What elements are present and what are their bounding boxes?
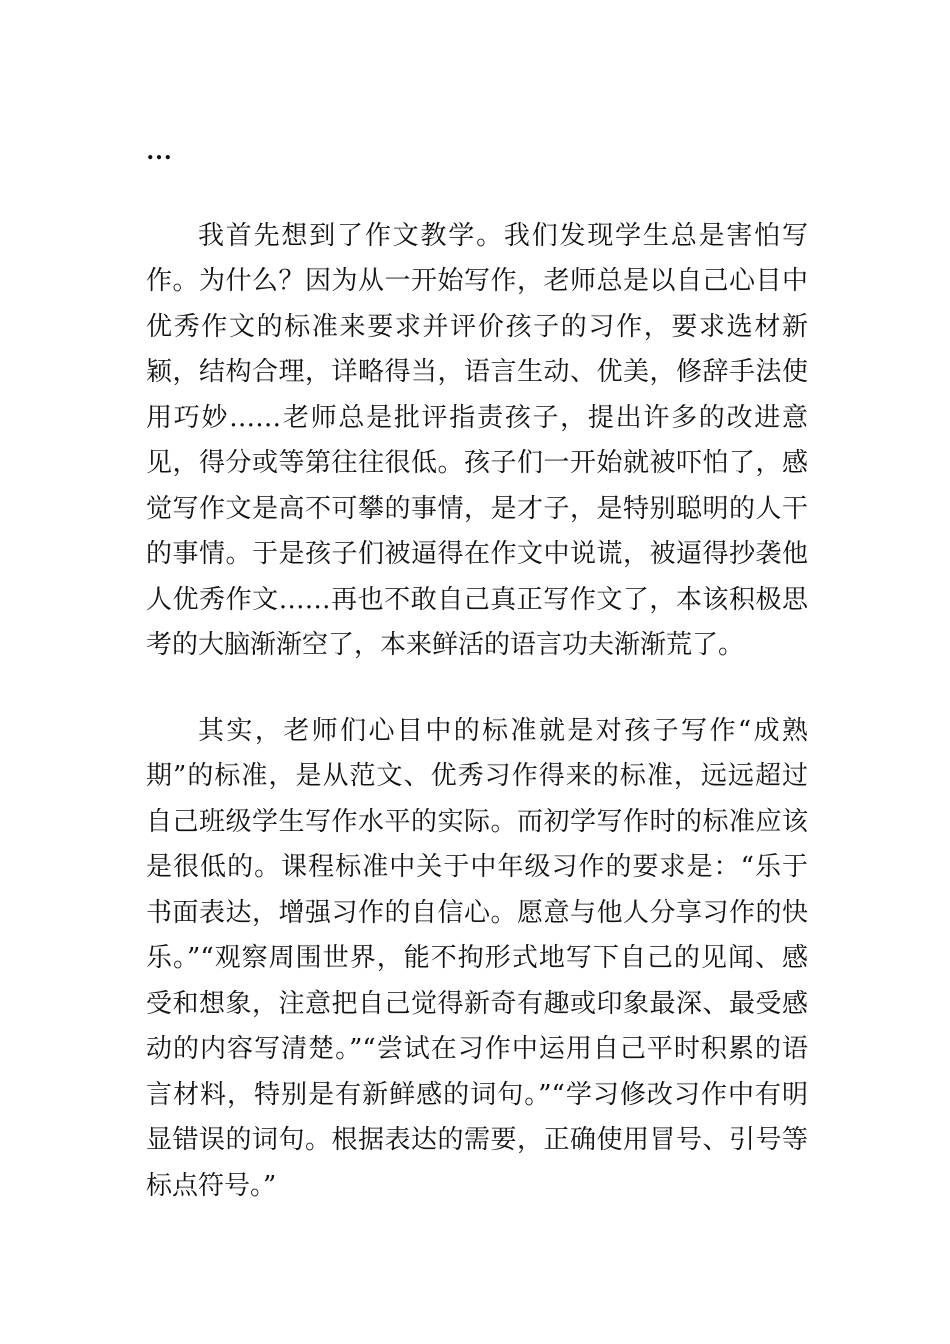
leading-ellipsis: … xyxy=(146,136,173,165)
paragraph-curriculum-standard: 其实，老师们心目中的标准就是对孩子写作“成熟期”的标准，是从范文、优秀习作得来的标准，远远超过自己班级学生写作水平的实际。而初学写作时的标准应该是很低的。课程标准中关于中年级习作的要求是：“乐于书面表达，增强习作的自信心。愿意与他人分享习作的快乐。”“观察周围世界，能不拘形式地写下自己的见闻、感受和想象，注意把自己觉得新奇有趣或印象最深、最受感动的内容写清楚。”“尝试在习作中运用自己平时积累的语言材料，特别是有新鲜感的词句。”“学习修改习作中有明显错误的词句。根据表达的需要，正确使用冒号、引号等标点符号。” xyxy=(146,715,808,1201)
paragraph-writing-fear: 我首先想到了作文教学。我们发现学生总是害怕写作。为什么？因为从一开始写作，老师总是以自己心目中优秀作文的标准来要求并评价孩子的习作，要求选材新颖，结构合理，详略得当，语言生动、优美，修辞手法使用巧妙……老师总是批评指责孩子，提出许多的改进意见，得分或等第往往很低。孩子们一开始就被吓怕了，感觉写作文是高不可攀的事情，是才子，是特别聪明的人干的事情。于是孩子们被逼得在作文中说谎，被逼得抄袭他人优秀作文……再也不敢自己真正写作文了，本该积极思考的大脑渐渐空了，本来鲜活的语言功夫渐渐荒了。 xyxy=(146,220,808,660)
document-page xyxy=(146,128,808,1249)
